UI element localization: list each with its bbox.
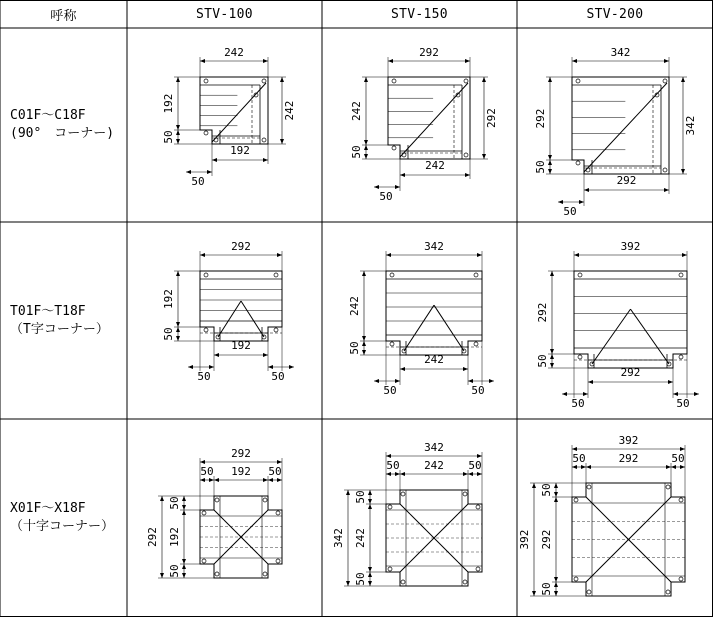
bolt-hole xyxy=(204,79,208,83)
dimension-top-left: 50 xyxy=(572,452,586,465)
dimension-top-mid: 192 xyxy=(231,465,251,478)
bolt-hole xyxy=(587,590,591,594)
dimension-bottom-small: 50 xyxy=(563,205,577,218)
diagonal-line xyxy=(592,309,631,364)
dimension-top: 342 xyxy=(610,46,631,59)
panel-outline xyxy=(574,271,687,368)
dimension-bottom-left: 50 xyxy=(197,370,211,383)
dimension-left: 192 xyxy=(162,93,175,114)
bolt-hole xyxy=(263,498,267,502)
diagonal-line xyxy=(400,83,468,157)
bolt-hole xyxy=(204,131,208,135)
dimension-left-top: 50 xyxy=(168,496,181,510)
bolt-hole xyxy=(578,273,582,277)
dimension-top: 292 xyxy=(419,46,439,59)
diagonal-line xyxy=(458,504,468,514)
dimension-top-left: 50 xyxy=(200,465,214,478)
bolt-hole xyxy=(388,505,392,509)
row-header-tee xyxy=(0,222,127,419)
bolt-hole xyxy=(663,79,667,83)
diagonal-line xyxy=(586,572,596,582)
row-code: X01F～X18F xyxy=(10,501,86,516)
bolt-hole xyxy=(474,273,478,277)
bolt-hole xyxy=(463,492,467,496)
bolt-hole xyxy=(262,138,266,142)
dimension-left-total: 292 xyxy=(146,527,159,547)
diagonal-line xyxy=(258,510,268,520)
panel-outline xyxy=(388,77,470,159)
bolt-hole xyxy=(390,342,394,346)
dimension-left: 242 xyxy=(350,101,363,121)
bolt-hole xyxy=(666,485,670,489)
dimension-top-mid: 292 xyxy=(618,452,639,465)
row-header-cross xyxy=(0,419,127,617)
dimension-bottom-right: 50 xyxy=(271,370,285,383)
bolt-hole xyxy=(274,328,278,332)
diagonal-line xyxy=(258,554,268,564)
dimension-top: 342 xyxy=(424,441,444,454)
dimension-left: 192 xyxy=(162,289,175,309)
bolt-hole xyxy=(576,161,580,165)
dimension-bottom: 292 xyxy=(616,174,637,187)
diagonal-line xyxy=(241,301,264,337)
bolt-hole xyxy=(574,498,578,502)
dimension-left-small: 50 xyxy=(534,160,547,174)
bolt-hole xyxy=(202,559,206,563)
bolt-hole xyxy=(276,559,280,563)
dimension-bottom-mid: 192 xyxy=(231,339,251,352)
dimension-top: 342 xyxy=(424,240,444,253)
bolt-hole xyxy=(204,273,208,277)
diagonal-line xyxy=(212,83,266,142)
row-type: (90° コーナー) xyxy=(10,126,115,141)
diagonal-line xyxy=(404,305,434,351)
dimension-top-left: 50 xyxy=(386,459,400,472)
diagonal-line xyxy=(400,504,410,514)
bolt-hole xyxy=(679,577,683,581)
bolt-hole xyxy=(202,511,206,515)
bolt-hole xyxy=(276,511,280,515)
bolt-hole xyxy=(214,138,218,142)
row-code: C01F～C18F xyxy=(10,108,86,123)
bolt-hole xyxy=(388,567,392,571)
row-header-corner-90 xyxy=(0,28,127,222)
diagonal-line xyxy=(586,497,596,507)
diagonal-line xyxy=(218,301,241,337)
dimension-left: 292 xyxy=(534,108,547,129)
diagonal-line xyxy=(584,83,667,172)
bolt-hole xyxy=(392,146,396,150)
bolt-hole xyxy=(464,79,468,83)
dimension-left-small: 50 xyxy=(536,354,549,368)
panel-outline xyxy=(200,77,268,144)
dimension-right: 242 xyxy=(283,100,296,121)
dimension-top: 392 xyxy=(618,434,639,447)
dimension-right: 292 xyxy=(485,108,498,128)
dimension-left-total: 342 xyxy=(332,528,345,548)
bolt-hole xyxy=(463,580,467,584)
panel-outline xyxy=(386,271,482,355)
diagonal-line xyxy=(631,309,670,364)
dimension-bottom-small: 50 xyxy=(379,190,393,203)
bolt-hole xyxy=(402,153,406,157)
dimension-bottom-right: 50 xyxy=(676,397,690,410)
dimension-left-total: 392 xyxy=(518,529,531,550)
bolt-hole xyxy=(401,492,405,496)
bolt-hole xyxy=(679,273,683,277)
dimension-bottom-small: 50 xyxy=(191,175,205,188)
dimension-bottom-left: 50 xyxy=(571,397,585,410)
dimension-left: 292 xyxy=(536,302,549,323)
column-header-stv-200: STV-200 xyxy=(586,6,644,22)
bolt-hole xyxy=(587,485,591,489)
bolt-hole xyxy=(666,590,670,594)
bolt-hole xyxy=(204,328,208,332)
bolt-hole xyxy=(476,567,480,571)
dimension-top-mid: 242 xyxy=(424,459,444,472)
bolt-hole xyxy=(476,505,480,509)
diagonal-line xyxy=(214,554,224,564)
dimension-bottom-left: 50 xyxy=(383,384,397,397)
dimension-bottom: 192 xyxy=(230,144,250,157)
bolt-hole xyxy=(679,498,683,502)
bolt-hole xyxy=(576,79,580,83)
dimension-left-mid: 192 xyxy=(168,527,181,547)
diagonal-line xyxy=(214,510,224,520)
dimension-top-right: 50 xyxy=(468,459,482,472)
header-corner: 呼称 xyxy=(50,8,77,24)
dimension-left: 242 xyxy=(348,296,361,316)
dimension-left-bottom: 50 xyxy=(540,582,553,596)
dimension-left-mid: 242 xyxy=(354,528,367,548)
bolt-hole xyxy=(474,342,478,346)
bolt-hole xyxy=(274,273,278,277)
dimension-left-bottom: 50 xyxy=(168,564,181,578)
bolt-hole xyxy=(574,577,578,581)
bolt-hole xyxy=(262,79,266,83)
bolt-hole xyxy=(215,498,219,502)
dimension-top-right: 50 xyxy=(671,452,685,465)
dimension-top: 242 xyxy=(224,46,244,59)
dimension-top: 292 xyxy=(231,447,251,460)
row-type: （T字コーナー） xyxy=(10,321,109,337)
dimension-left-small: 50 xyxy=(350,145,363,159)
row-type: （十字コーナー） xyxy=(10,519,115,534)
dimension-top: 392 xyxy=(620,240,641,253)
diagonal-line xyxy=(661,497,671,507)
column-header-stv-150: STV-150 xyxy=(391,6,448,22)
dimension-left-top: 50 xyxy=(354,490,367,504)
dimension-left-small: 50 xyxy=(348,341,361,355)
dimension-left-top: 50 xyxy=(540,483,553,497)
panel-outline xyxy=(572,77,669,174)
dimension-right: 342 xyxy=(684,115,697,136)
dimension-left-mid: 292 xyxy=(540,529,553,550)
bolt-hole xyxy=(578,355,582,359)
column-header-stv-100: STV-100 xyxy=(196,6,253,22)
bolt-hole xyxy=(679,355,683,359)
diagonal-line xyxy=(661,572,671,582)
diagonal-line xyxy=(434,305,464,351)
dimension-left-bottom: 50 xyxy=(354,572,367,586)
dimension-bottom: 242 xyxy=(425,159,445,172)
diagonal-line xyxy=(400,562,410,572)
bolt-hole xyxy=(392,79,396,83)
dimension-bottom-right: 50 xyxy=(471,384,485,397)
panel-outline xyxy=(200,271,282,341)
row-code: T01F～T18F xyxy=(10,303,86,319)
bolt-hole xyxy=(215,572,219,576)
dimension-left-small: 50 xyxy=(162,130,175,144)
dimension-left-small: 50 xyxy=(162,327,175,341)
diagonal-line xyxy=(458,562,468,572)
bolt-hole xyxy=(263,572,267,576)
bolt-hole xyxy=(586,168,590,172)
bolt-hole xyxy=(390,273,394,277)
bolt-hole xyxy=(401,580,405,584)
bolt-hole xyxy=(663,168,667,172)
bolt-hole xyxy=(464,153,468,157)
dimension-top-right: 50 xyxy=(268,465,282,478)
dimension-bottom-mid: 292 xyxy=(620,366,641,379)
dimension-bottom-mid: 242 xyxy=(424,353,444,366)
dimension-top: 292 xyxy=(231,240,251,253)
